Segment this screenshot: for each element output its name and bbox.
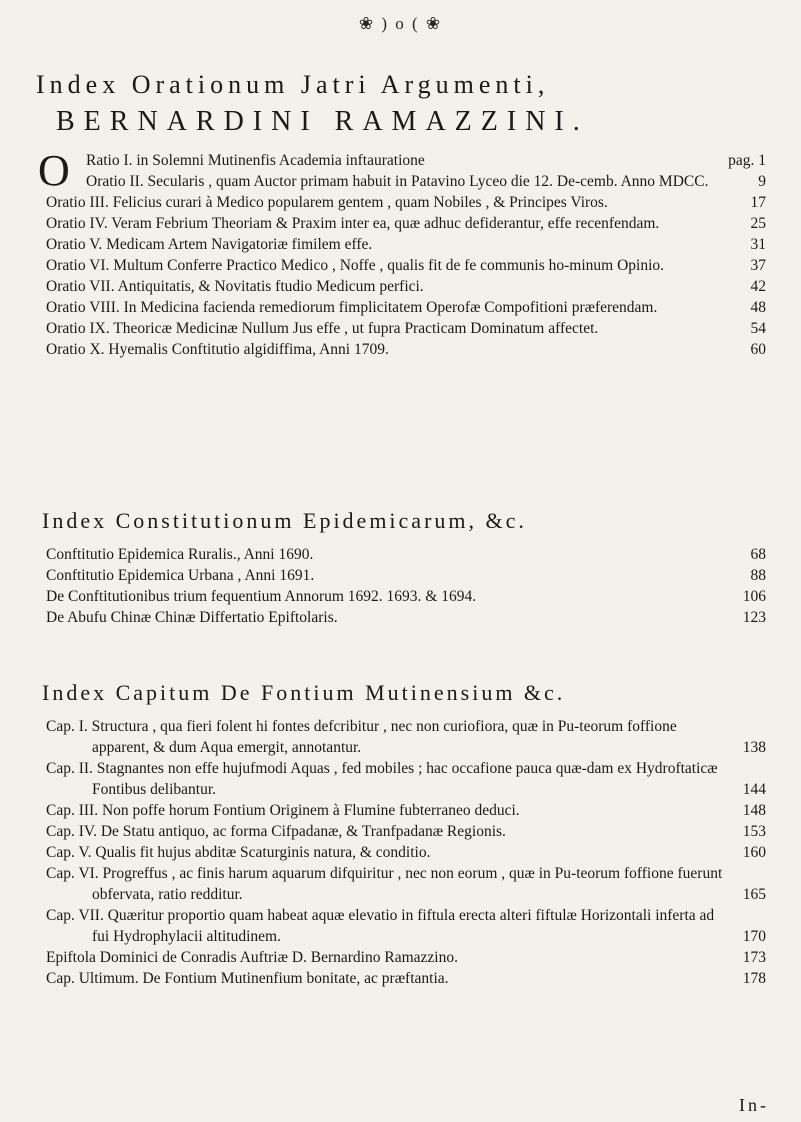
orationes-list (38, 146, 766, 360)
entry-text: Cap. I. Structura , qua fieri folent hi fontes defcribitur , nec non curiofiora, quæ in Pu-teorum foffione apparent, & dum Aqua emergit, annotantur. (46, 718, 677, 756)
entry-text: Epiftola Dominici de Conradis Auftriæ D. Bernardino Ramazzino. (46, 949, 458, 966)
entry-text: Cap. VI. Progreffus , ac finis harum aquarum difquiritur , nec non eorum , quæ in Pu-teorum foffione fuerunt obfervata, ratio redditur. (46, 865, 723, 903)
oratio-entry (46, 171, 766, 192)
entry-text: Cap. III. Non poffe horum Fontium Originem à Flumine fubterraneo deduci. (46, 802, 520, 819)
caput-entry: Cap. III. Non poffe horum Fontium Originem à Flumine fubterraneo deduci. 148 (46, 802, 766, 819)
capitum-section (42, 680, 766, 989)
constitutio-entry (46, 607, 766, 628)
caput-entry: Cap. VI. Progreffus , ac finis harum aquarum difquiritur , nec non eorum , quæ in Pu-teorum foffione fuerunt obfervata, ratio redditur. 165 (46, 865, 766, 903)
oratio-entry: Oratio VIII. In Medicina facienda remediorum fimplicitatem Operofæ Compofitioni præferendam. 48 (46, 299, 766, 316)
caput-entry: Epiftola Dominici de Conradis Auftriæ D. Bernardino Ramazzino. 173 (46, 949, 766, 966)
constitutiones-heading: Index Constitutionum Epidemicarum, &c. (42, 508, 527, 533)
oratio-entry: Oratio IV. Veram Febrium Theoriam & Praxim inter ea, quæ adhuc defiderantur, effe recenfendam. 25 (46, 215, 766, 232)
capitum-heading: Index Capitum De Fontium Mutinensium &c. (42, 680, 566, 705)
entry-text: Cap. Ultimum. De Fontium Mutinenfium bonitate, ac præftantia. (46, 970, 449, 987)
oratio-entry: Oratio X. Hyemalis Conftitutio algidiffima, Anni 1709. 60 (46, 341, 766, 358)
entry-text: Oratio VIII. In Medicina facienda remediorum fimplicitatem Operofæ Compofitioni præferendam. (46, 299, 658, 316)
entry-text: De Conftitutionibus trium fequentium Annorum 1692. 1693. & 1694. (46, 588, 477, 605)
entry-page: 88 (750, 567, 766, 584)
entry-text: Oratio X. Hyemalis Conftitutio algidiffima, Anni 1709. (46, 341, 389, 358)
page-title: Index Orationum Jatri Argumenti, (36, 70, 550, 99)
caput-entry: Cap. VII. Quæritur proportio quam habeat aquæ elevatio in fiftula erecta alteri fiftulæ Horizontali inferta ad fui Hydrophylacii altitudinem. 170 (46, 907, 766, 945)
entry-page: 9 (758, 173, 766, 190)
header-ornament: ❀ ) o ( ❀ (358, 14, 443, 33)
caput-entry: Cap. I. Structura , qua fieri folent hi fontes defcribitur , nec non curiofiora, quæ in Pu-teorum foffione apparent, & dum Aqua emergit, annotantur. 138 (46, 718, 766, 756)
entry-text: Oratio VII. Antiquitatis, & Novitatis ftudio Medicum perfici. (46, 278, 424, 295)
caput-entry: Cap. II. Stagnantes non effe hujufmodi Aquas , fed mobiles ; hac occafione pauca quæ-dam ex Hydroftaticæ Fontibus delibantur. 144 (46, 760, 766, 798)
oratio-entry: Oratio V. Medicam Artem Navigatoriæ fimilem effe. 31 (46, 236, 766, 253)
entry-text: Oratio IX. Theoricæ Medicinæ Nullum Jus effe , ut fupra Practicam Dominatum affectet. (46, 320, 599, 337)
entry-text: Oratio III. Felicius curari à Medico popularem gentem , quam Nobiles , & Principes Viros. (46, 194, 608, 211)
entry-text: Ratio I. in Solemni Mutinenfis Academia inftauratione (86, 152, 425, 169)
oratio-entry: Oratio IX. Theoricæ Medicinæ Nullum Jus effe , ut fupra Practicam Dominatum affectet. 54 (46, 320, 766, 337)
entry-text: Cap. IV. De Statu antiquo, ac forma Cifpadanæ, & Tranfpadanæ Regionis. (46, 823, 506, 840)
constitutio-entry (46, 586, 766, 607)
entry-text: Conftitutio Epidemica Urbana , Anni 1691. (46, 567, 315, 584)
entry-text: Cap. VII. Quæritur proportio quam habeat aquæ elevatio in fiftula erecta alteri fiftulæ Horizontali inferta ad fui Hydrophylacii altitudinem. (46, 907, 715, 945)
entry-text: Oratio V. Medicam Artem Navigatoriæ fimilem effe. (46, 236, 373, 253)
constitutio-entry (46, 544, 766, 565)
author-name: BERNARDINI RAMAZZINI. (56, 106, 589, 137)
oratio-entry: Oratio III. Felicius curari à Medico popularem gentem , quam Nobiles , & Principes Viros. 17 (46, 194, 766, 211)
drop-cap: O (38, 146, 70, 195)
entry-text: Oratio IV. Veram Febrium Theoriam & Praxim inter ea, quæ adhuc defiderantur, effe recenfendam. (46, 215, 660, 232)
entry-page: 106 (742, 588, 766, 605)
entry-text: Conftitutio Epidemica Ruralis., Anni 1690. (46, 546, 314, 563)
constitutiones-section (42, 508, 766, 628)
caput-entry: Cap. Ultimum. De Fontium Mutinenfium bonitate, ac præftantia. 178 (46, 970, 766, 987)
oratio-entry: Oratio VI. Multum Conferre Practico Medico , Noffe , qualis fit de fe communis ho-minum Opinio. 37 (46, 257, 766, 274)
entry-text: Cap. II. Stagnantes non effe hujufmodi Aquas , fed mobiles ; hac occafione pauca quæ-dam ex Hydroftaticæ Fontibus delibantur. (46, 760, 718, 798)
constitutio-entry (46, 565, 766, 586)
entry-page: 68 (750, 546, 766, 563)
entry-text: De Abufu Chinæ Chinæ Differtatio Epiftolaris. (46, 609, 338, 626)
entry-page: pag. 1 (728, 152, 766, 169)
entry-text: Cap. V. Qualis fit hujus abditæ Scaturginis natura, & conditio. (46, 844, 431, 861)
entry-page: 123 (742, 609, 766, 626)
entry-text: Oratio VI. Multum Conferre Practico Medico , Noffe , qualis fit de fe communis ho-minum Opinio. (46, 257, 665, 274)
entry-text: Oratio II. Secularis , quam Auctor primam habuit in Patavino Lyceo die 12. De-cemb. Anno MDCC. (86, 173, 709, 190)
caput-entry: Cap. IV. De Statu antiquo, ac forma Cifpadanæ, & Tranfpadanæ Regionis. 153 (46, 823, 766, 840)
caput-entry: Cap. V. Qualis fit hujus abditæ Scaturginis natura, & conditio. 160 (46, 844, 766, 861)
catchword: In- (739, 1095, 769, 1115)
oratio-entry: Oratio VII. Antiquitatis, & Novitatis ftudio Medicum perfici. 42 (46, 278, 766, 295)
